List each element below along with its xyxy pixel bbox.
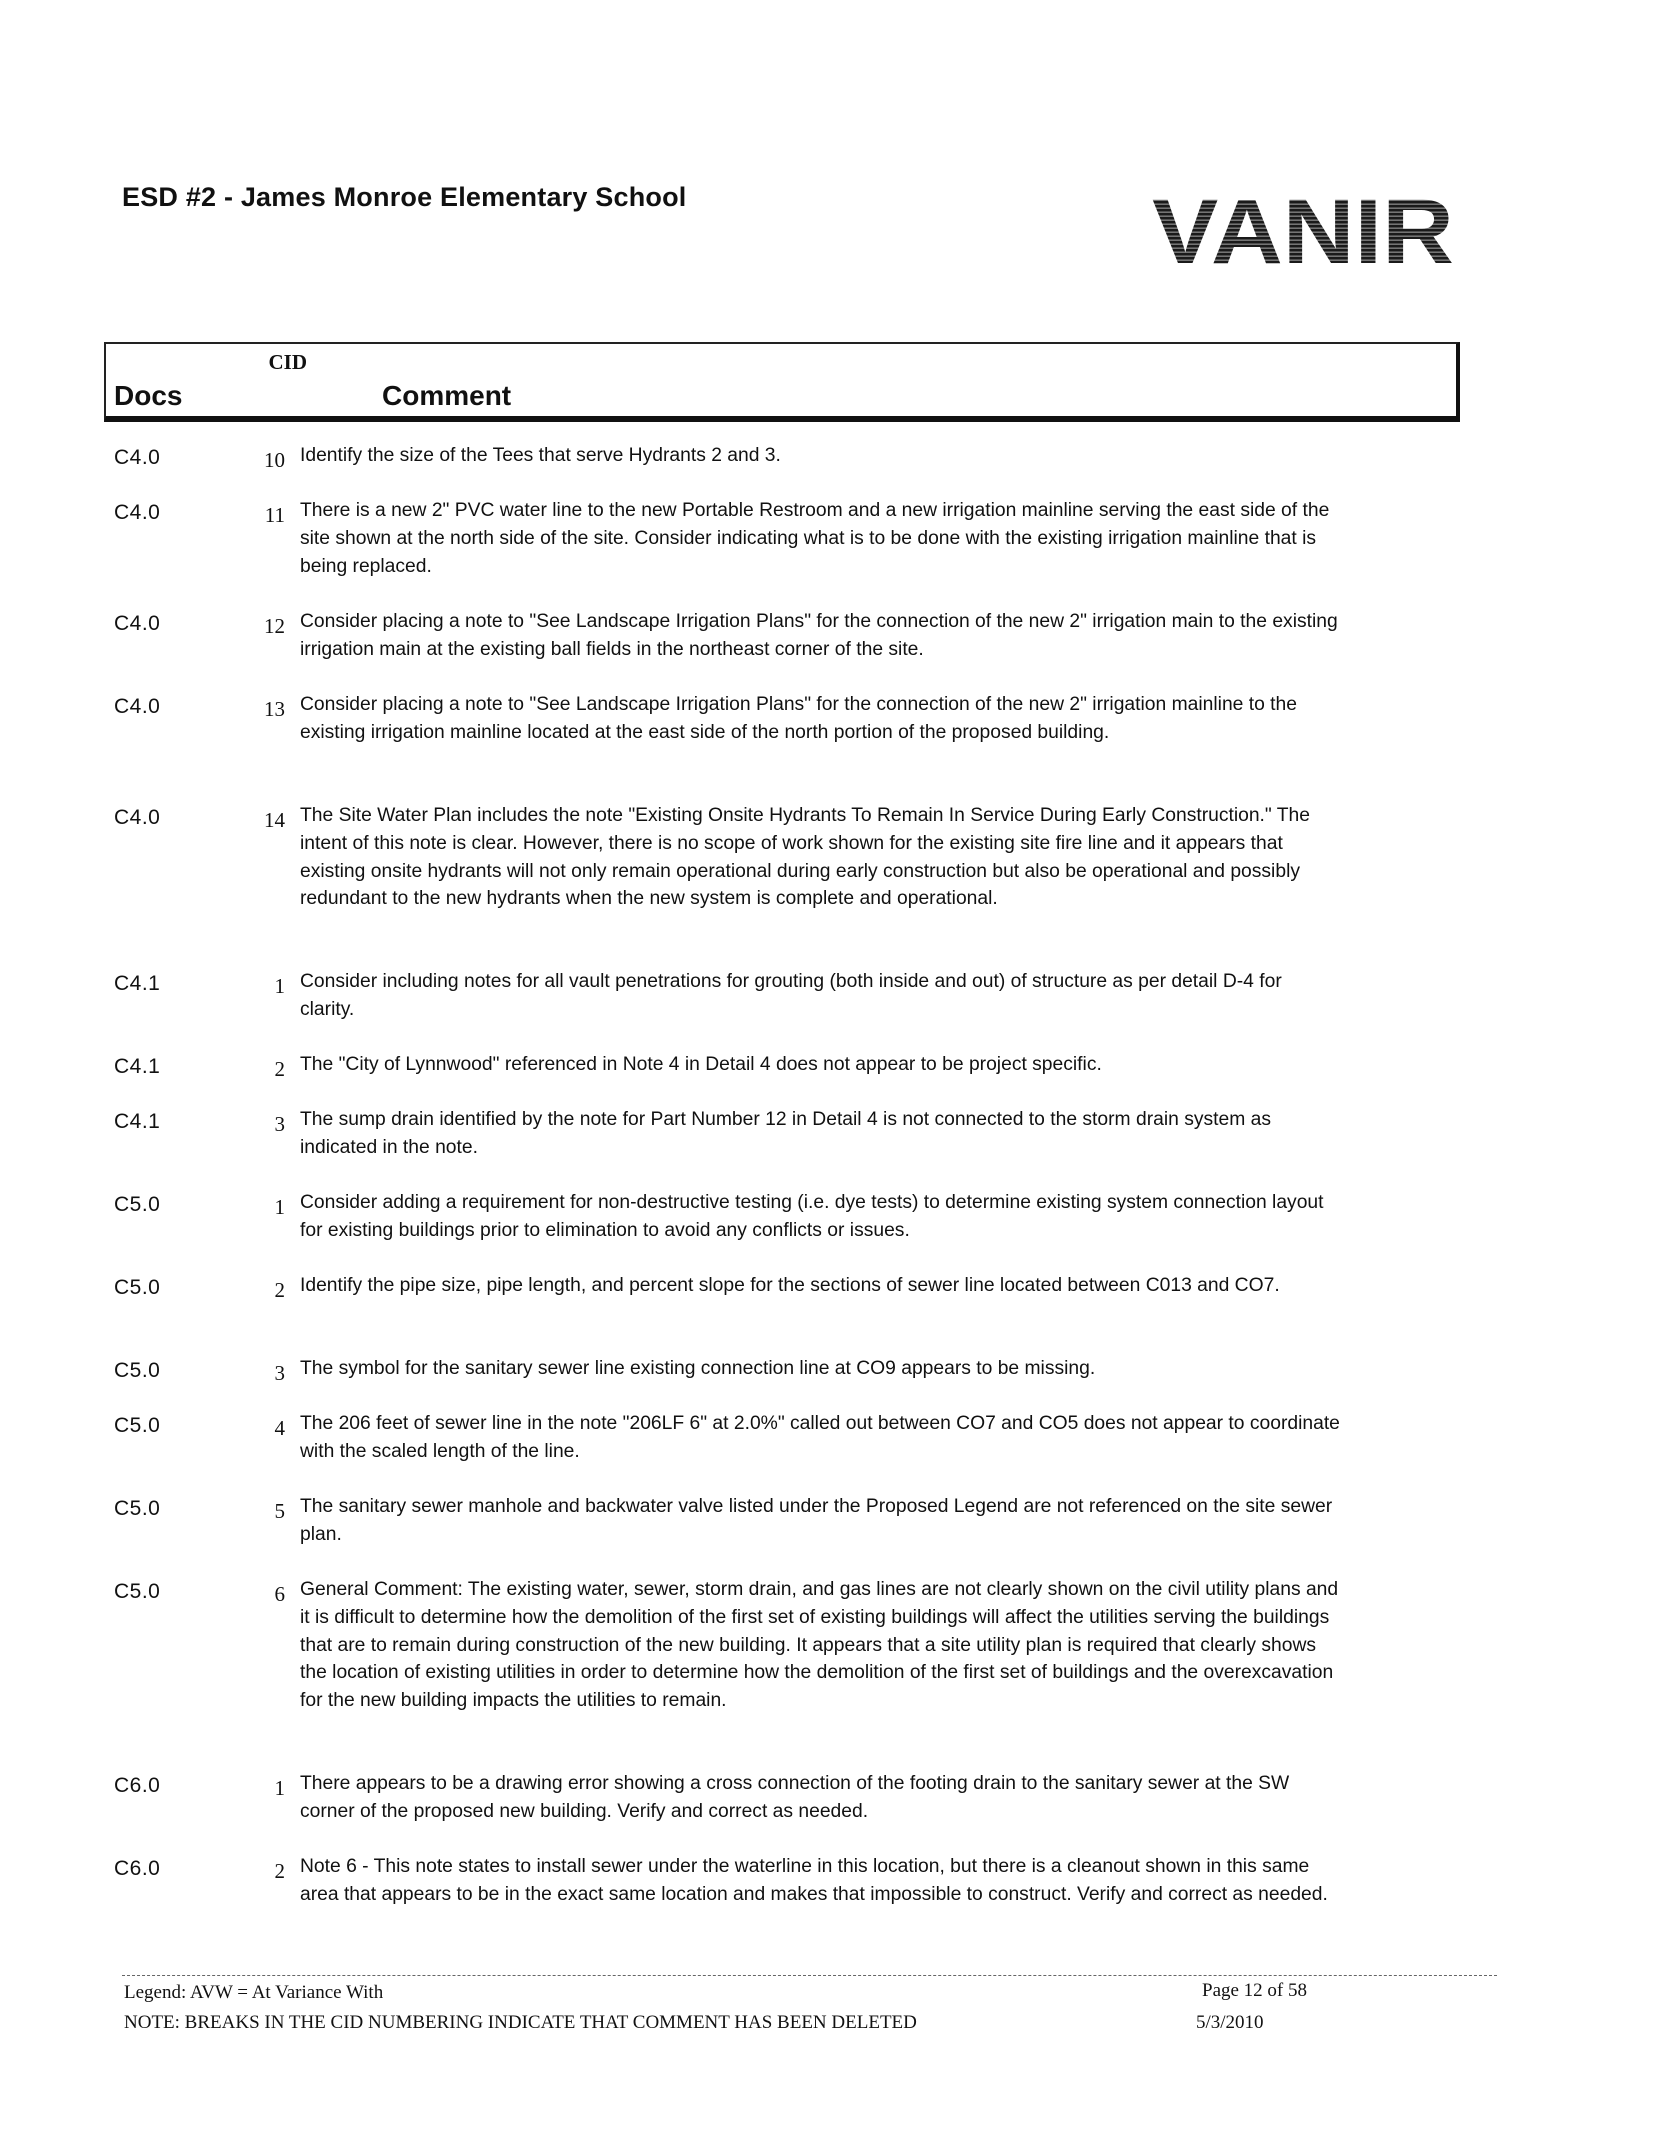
footer-legend: Legend: AVW = At Variance With xyxy=(124,1982,384,2003)
comment-cell: There appears to be a drawing error showing a cross connection of the footing drain to the sanitary sewer at the SW corner of the proposed new building. Verify and correct as needed. xyxy=(300,1773,1290,1822)
cid-cell: 1 xyxy=(274,974,285,998)
comment-cell: There is a new 2" PVC water line to the new Portable Restroom and a new irrigation mainline serving the east side of the site shown at the north side of the site. Consider indicating what is to be done with the existing irrigation mainline that is being replaced. xyxy=(300,500,1330,577)
cid-cell: 3 xyxy=(274,1361,285,1385)
cid-cell: 12 xyxy=(264,614,285,638)
doc-cell: C5.0 xyxy=(114,1497,161,1520)
doc-cell: C5.0 xyxy=(114,1580,161,1603)
doc-cell: C5.0 xyxy=(114,1276,161,1299)
cid-cell: 5 xyxy=(274,1499,285,1523)
doc-cell: C6.0 xyxy=(114,1857,161,1880)
cid-cell: 2 xyxy=(274,1057,285,1081)
comment-cell: Note 6 - This note states to install sewer under the waterline in this location, but there is a cleanout shown in this same area that appears to be in the exact same location and makes that impossible to construct. Verify and correct as needed. xyxy=(300,1856,1328,1905)
comment-cell: Consider including notes for all vault penetrations for grouting (both inside and out) of structure as per detail D-4 for clarity. xyxy=(300,971,1282,1020)
comment-cell: Identify the pipe size, pipe length, and percent slope for the sections of sewer line located between C013 and CO7. xyxy=(300,1275,1280,1296)
vanir-logo xyxy=(1150,185,1460,275)
footer-note: NOTE: BREAKS IN THE CID NUMBERING INDICATE THAT COMMENT HAS BEEN DELETED xyxy=(124,2012,917,2033)
cid-cell: 1 xyxy=(274,1776,285,1800)
comment-cell: The sanitary sewer manhole and backwater valve listed under the Proposed Legend are not referenced on the site sewer plan. xyxy=(300,1496,1333,1545)
cid-cell: 14 xyxy=(264,808,285,832)
cid-cell: 6 xyxy=(274,1582,285,1606)
comment-cell: The Site Water Plan includes the note "Existing Onsite Hydrants To Remain In Service During Early Construction." The intent of this note is clear. However, there is no scope of work shown for the existing site fire line and it appears that existing onsite hydrants will not only remain operational during early construction but also be operational and possibly redundant to the new hydrants when the new system is complete and operational. xyxy=(300,805,1310,910)
comment-cell: Consider placing a note to "See Landscape Irrigation Plans" for the connection of the new 2" irrigation main to the existing irrigation main at the existing ball fields in the northeast corner of the site. xyxy=(300,611,1338,660)
footer-date: 5/3/2010 xyxy=(1196,2012,1264,2033)
cid-cell: 2 xyxy=(274,1859,285,1883)
doc-cell: C4.1 xyxy=(114,1110,161,1133)
cid-cell: 10 xyxy=(264,448,285,472)
comment-cell: The "City of Lynnwood" referenced in Note 4 in Detail 4 does not appear to be project specific. xyxy=(300,1054,1102,1075)
column-header-cid: CID xyxy=(268,350,307,374)
doc-cell: C5.0 xyxy=(114,1414,161,1437)
doc-cell: C5.0 xyxy=(114,1193,161,1216)
doc-cell: C5.0 xyxy=(114,1359,161,1382)
page-title: ESD #2 - James Monroe Elementary School xyxy=(122,182,687,212)
cid-cell: 1 xyxy=(274,1195,285,1219)
doc-cell: C4.0 xyxy=(114,501,161,524)
cid-cell: 4 xyxy=(274,1416,285,1440)
page-number: Page 12 of 58 xyxy=(1202,1980,1308,2001)
doc-cell: C4.0 xyxy=(114,612,161,635)
svg-text:VANIR: VANIR xyxy=(1152,185,1454,275)
cid-cell: 3 xyxy=(274,1112,285,1136)
footer-divider xyxy=(122,1975,1497,1976)
cid-cell: 13 xyxy=(264,697,285,721)
comment-cell: Consider placing a note to "See Landscape Irrigation Plans" for the connection of the new 2" irrigation mainline to the existing irrigation mainline located at the east side of the north portion of the proposed building. xyxy=(300,694,1297,743)
comment-cell: Identify the size of the Tees that serve Hydrants 2 and 3. xyxy=(300,445,781,466)
table-header xyxy=(104,342,1460,422)
doc-cell: C6.0 xyxy=(114,1774,161,1797)
cid-cell: 2 xyxy=(274,1278,285,1302)
doc-cell: C4.1 xyxy=(114,972,161,995)
doc-cell: C4.0 xyxy=(114,806,161,829)
column-header-docs: Docs xyxy=(114,380,183,411)
comment-cell: The 206 feet of sewer line in the note "206LF 6" at 2.0%" called out between CO7 and CO5 does not appear to coordinate with the scaled length of the line. xyxy=(300,1413,1340,1462)
column-header-comment: Comment xyxy=(382,380,512,411)
comment-cell: General Comment: The existing water, sewer, storm drain, and gas lines are not clearly shown on the civil utility plans and it is difficult to determine how the demolition of the first set of existing buildings will affect the utilities serving the buildings that are to remain during construction of the new building. It appears that a site utility plan is required that clearly shows the location of existing utilities in order to determine how the demolition of the first set of buildings and the overexcavation for the new building impacts the utilities to remain. xyxy=(300,1579,1339,1712)
comment-cell: The symbol for the sanitary sewer line existing connection line at CO9 appears to be missing. xyxy=(300,1358,1096,1379)
comment-cell: Consider adding a requirement for non-destructive testing (i.e. dye tests) to determine existing system connection layout for existing buildings prior to elimination to avoid any conflicts or issues. xyxy=(300,1192,1324,1241)
doc-cell: C4.0 xyxy=(114,695,161,718)
doc-cell: C4.0 xyxy=(114,446,161,469)
doc-cell: C4.1 xyxy=(114,1055,161,1078)
cid-cell: 11 xyxy=(264,503,285,527)
comment-cell: The sump drain identified by the note for Part Number 12 in Detail 4 is not connected to the storm drain system as indicated in the note. xyxy=(300,1109,1271,1158)
